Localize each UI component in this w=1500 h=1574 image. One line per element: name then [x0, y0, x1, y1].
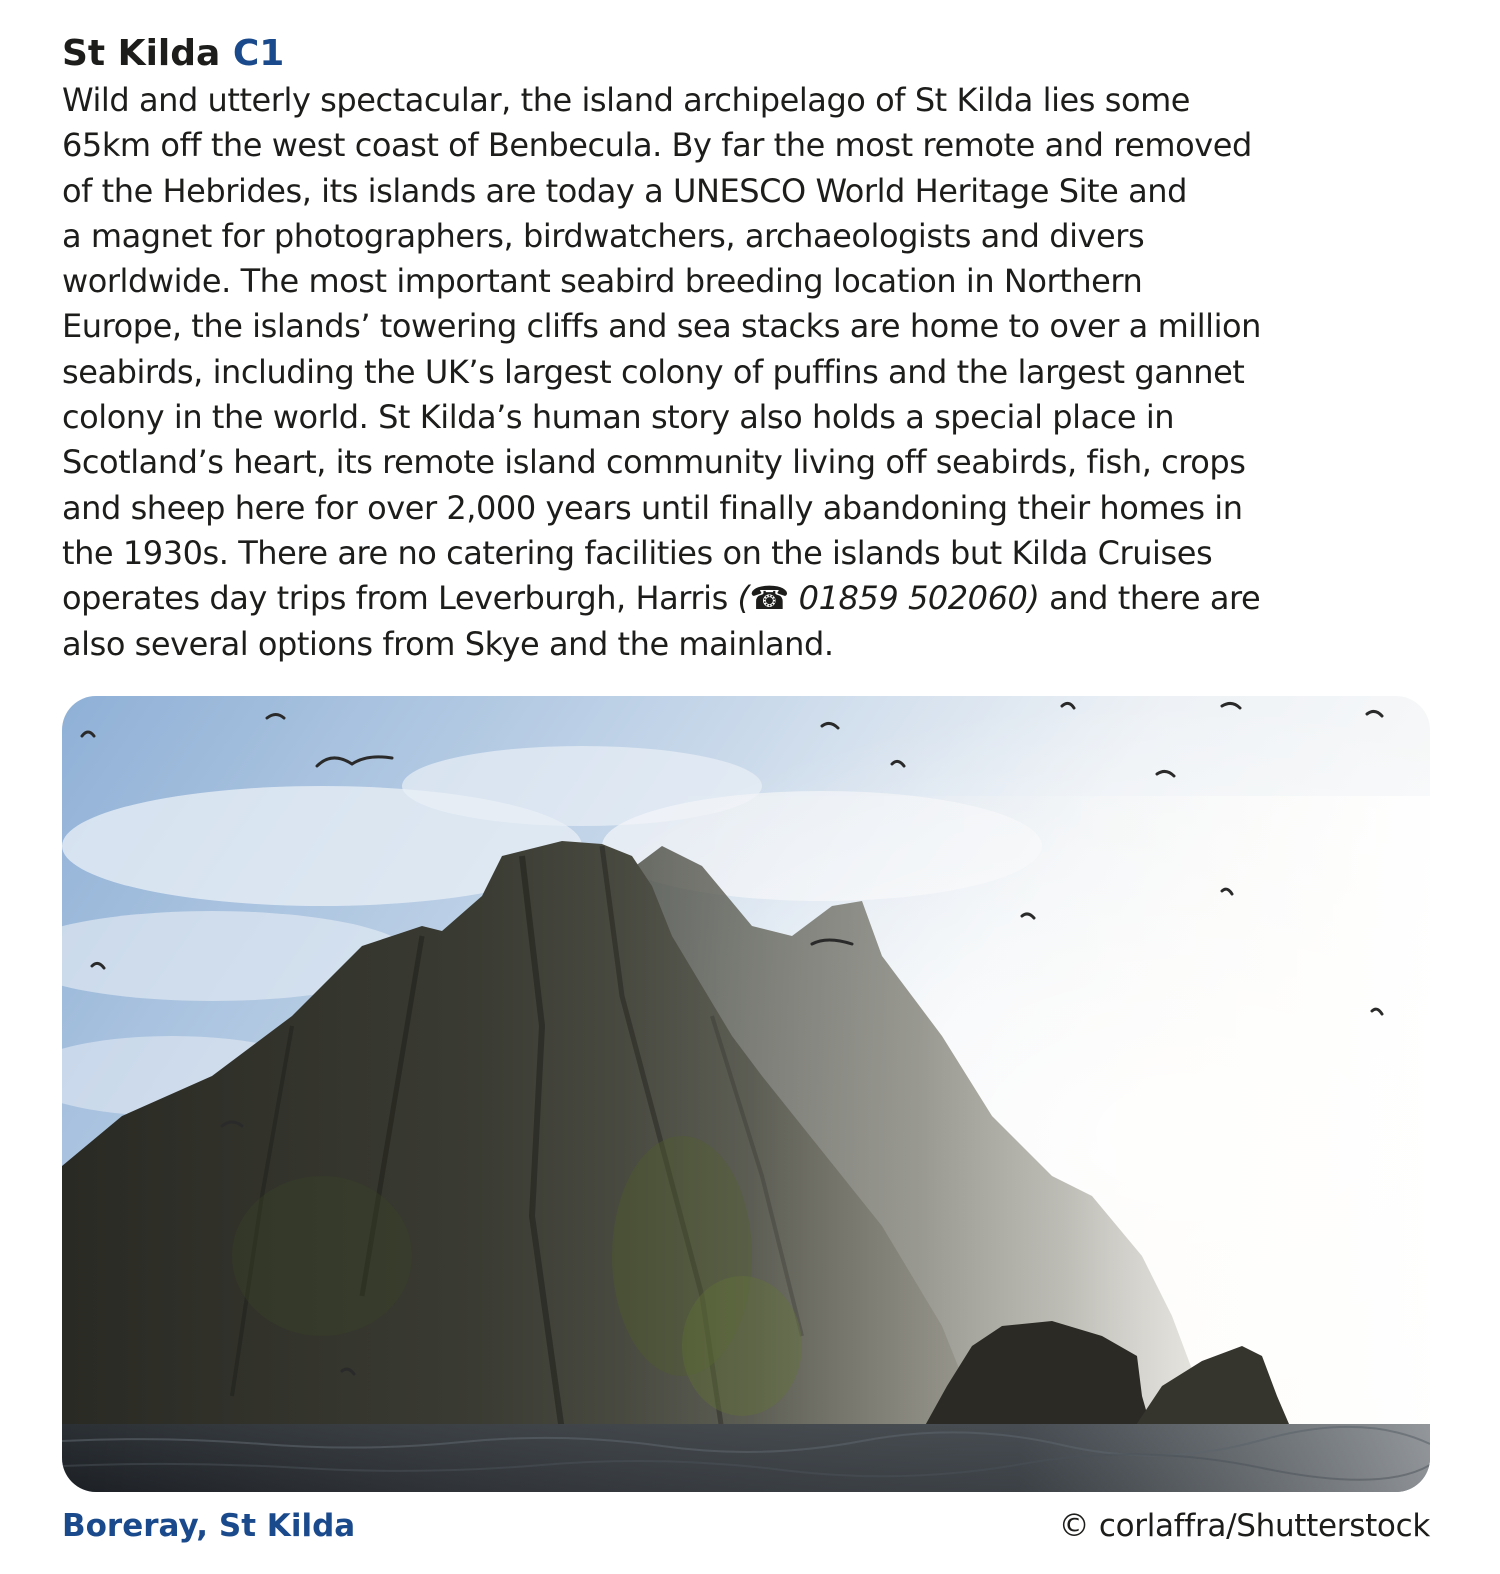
- description-line: the 1930s. There are no catering facilities on the islands but Kilda Cruises: [62, 533, 1213, 572]
- entry-heading: [62, 30, 1437, 78]
- grid-reference: C1: [232, 33, 285, 74]
- description-line: Europe, the islands’ towering cliffs and sea stacks are home to over a million: [62, 307, 1262, 346]
- description-line: and sheep here for over 2,000 years until finally abandoning their homes in: [62, 488, 1243, 527]
- description-line: of the Hebrides, its islands are today a UNESCO World Heritage Site and: [62, 171, 1187, 210]
- description-text: operates day trips from Leverburgh, Harris: [62, 579, 738, 618]
- photo-credit: © corlaffra/Shutterstock: [1058, 1508, 1430, 1544]
- description-line: also several options from Skye and the mainland.: [62, 624, 834, 663]
- photo-caption: Boreray, St Kilda: [62, 1508, 356, 1544]
- description-text: and there are: [1039, 579, 1261, 618]
- entry-description: [62, 78, 1437, 667]
- description-line: 65km off the west coast of Benbecula. By far the most remote and removed: [62, 126, 1252, 165]
- sea-cliff-island-photo-icon: [62, 696, 1430, 1492]
- entry-title: St Kilda: [62, 33, 221, 74]
- boreray-photo: [62, 696, 1430, 1492]
- description-line: seabirds, including the UK’s largest colony of puffins and the largest gannet: [62, 352, 1245, 391]
- description-line: worldwide. The most important seabird breeding location in Northern: [62, 262, 1143, 301]
- description-line: Wild and utterly spectacular, the island archipelago of St Kilda lies some: [62, 81, 1191, 119]
- phone-number: (☎ 01859 502060): [737, 579, 1040, 618]
- st-kilda-entry: [62, 30, 1437, 667]
- description-line: colony in the world. St Kilda’s human story also holds a special place in: [62, 398, 1175, 437]
- description-line: [62, 576, 1437, 621]
- description-line: a magnet for photographers, birdwatchers, archaeologists and divers: [62, 216, 1145, 255]
- description-line: Scotland’s heart, its remote island community living off seabirds, fish, crops: [62, 443, 1246, 482]
